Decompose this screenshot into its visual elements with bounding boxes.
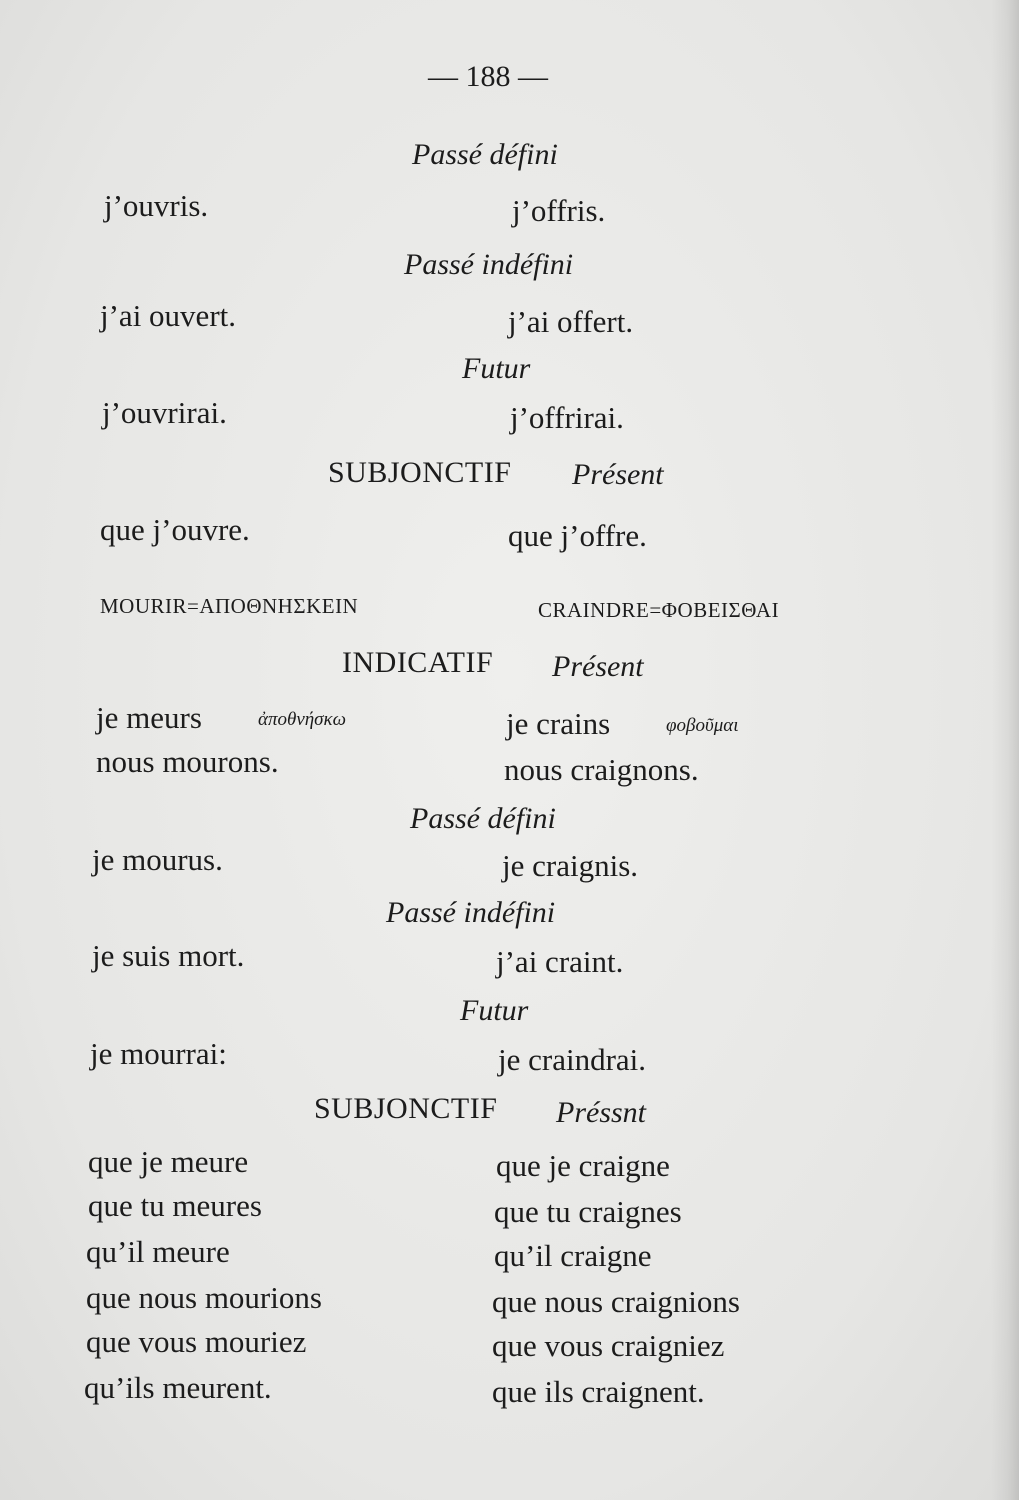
craindre-subjonctif-5: que vous craigniez <box>492 1328 725 1363</box>
verb-heading-craindre: CRAINDRE=ΦΟΒΕΙΣΘΑΙ <box>538 598 780 622</box>
craindre-passe-indefini: j’ai craint. <box>496 944 624 979</box>
mourir-passe-defini: je mourus. <box>92 842 223 877</box>
offrir-subjonctif: que j’offre. <box>508 518 647 553</box>
passe-indefini-heading-2: Passé indéfini <box>386 896 556 929</box>
mourir-subjonctif-5: que vous mouriez <box>86 1324 307 1359</box>
ouvrir-passe-defini: j’ouvris. <box>104 188 209 223</box>
verb-heading-mourir: MOURIR=ΑΠΟΘΝΗΣΚΕΙΝ <box>100 594 359 618</box>
mourir-subjonctif-2: que tu meures <box>88 1188 262 1223</box>
ouvrir-passe-indefini: j’ai ouvert. <box>100 298 237 333</box>
futur-heading-2: Futur <box>460 994 529 1027</box>
mourir-subjonctif-6: qu’ils meurent. <box>84 1370 272 1405</box>
craindre-present-1: je crains <box>506 706 611 741</box>
passe-indefini-heading: Passé indéfini <box>404 248 574 281</box>
craindre-subjonctif-3: qu’il craigne <box>494 1238 652 1273</box>
page-edge-shadow <box>991 0 1019 1500</box>
ouvrir-subjonctif: que j’ouvre. <box>100 512 250 547</box>
craindre-subjonctif-1: que je craigne <box>496 1148 670 1183</box>
offrir-futur: j’offrirai. <box>510 400 624 435</box>
offrir-passe-defini: j’offris. <box>512 193 606 228</box>
craindre-passe-defini: je craignis. <box>502 848 639 883</box>
subjonctif-heading-2: SUBJONCTIF <box>314 1092 498 1125</box>
futur-heading: Futur <box>462 352 531 385</box>
subjonctif-tense: Présent <box>572 458 664 491</box>
craindre-subjonctif-6: que ils craignent. <box>492 1374 705 1409</box>
passe-defini-heading-2: Passé défini <box>410 802 556 835</box>
ouvrir-futur: j’ouvrirai. <box>102 395 227 430</box>
subjonctif-heading: SUBJONCTIF <box>328 456 512 489</box>
craindre-subjonctif-4: que nous craignions <box>492 1284 740 1319</box>
mourir-present-greek: ἀποθνήσκω <box>258 709 347 730</box>
mourir-subjonctif-1: que je meure <box>88 1144 249 1179</box>
subjonctif-tense-2: Préssnt <box>556 1096 646 1129</box>
mourir-passe-indefini: je suis mort. <box>92 938 245 973</box>
mourir-subjonctif-3: qu’il meure <box>86 1234 230 1269</box>
craindre-present-greek: φοβοῦμαι <box>666 715 739 736</box>
mourir-futur: je mourrai: <box>90 1036 227 1071</box>
indicatif-tense: Présent <box>552 650 644 683</box>
offrir-passe-indefini: j’ai offert. <box>508 304 634 339</box>
indicatif-heading: INDICATIF <box>342 646 494 679</box>
mourir-present-2: nous mourons. <box>96 744 279 779</box>
craindre-subjonctif-2: que tu craignes <box>494 1194 682 1229</box>
craindre-futur: je craindrai. <box>498 1042 647 1077</box>
mourir-present-1: je meurs <box>96 700 202 735</box>
craindre-present-2: nous craignons. <box>504 752 699 787</box>
passe-defini-heading: Passé défini <box>412 138 558 171</box>
mourir-subjonctif-4: que nous mourions <box>86 1280 322 1315</box>
page-number: — 188 — <box>428 60 548 93</box>
